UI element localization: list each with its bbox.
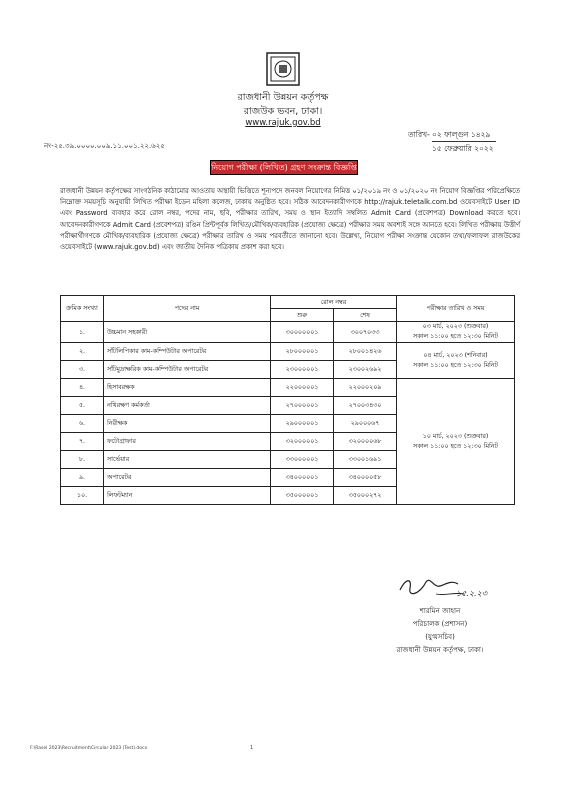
header-roll: রোল নম্বর <box>271 296 397 309</box>
row-post: সাঁটমুদ্রাক্ষরিক কাম-কম্পিউটার অপারেটর <box>104 361 271 379</box>
signatory-office: রাজধানী উন্নয়ন কর্তৃপক্ষ, ঢাকা। <box>396 646 484 654</box>
signature-date: ১৫.২.২৩ <box>456 589 488 598</box>
row-roll-end: ২২০০০২০৯ <box>334 379 397 397</box>
row-post: ফটোগ্রাফার <box>104 433 271 451</box>
row-roll-end: ২৩০০২৬৯২ <box>334 361 397 379</box>
row-roll-end: ২৯০০০৬৭ <box>334 415 397 433</box>
exam-date-2 <box>397 343 515 379</box>
row-roll-start: ৩৩০০০০০১ <box>271 451 334 469</box>
row-roll-start: ৩০০০০০০১ <box>271 322 334 343</box>
row-serial: ৬. <box>61 415 104 433</box>
row-serial: ১০. <box>61 487 104 505</box>
row-post: নিরীক্ষক <box>104 415 271 433</box>
date-gregorian: ১৫ ফেব্রুয়ারি ২০২২ <box>432 144 494 153</box>
row-serial: ২. <box>61 343 104 361</box>
row-serial: ৯. <box>61 469 104 487</box>
row-serial: ৭. <box>61 433 104 451</box>
row-serial: ৮. <box>61 451 104 469</box>
row-roll-end: ৩৫০০০২৭২ <box>334 487 397 505</box>
row-post: অপারেটর <box>104 469 271 487</box>
date-bangla: ০২ ফাল্গুন ১৪২৯ <box>432 128 496 142</box>
table-header-row <box>61 296 515 309</box>
signatory-title: পরিচালক (প্রশাসন) <box>412 620 468 628</box>
row-roll-end: ৩২০০০০৬৮ <box>334 433 397 451</box>
exam-date-1 <box>397 322 515 343</box>
org-address: রাজউক ভবন, ঢাকা। <box>243 106 323 117</box>
row-roll-start: ২৮০০০০০১ <box>271 343 334 361</box>
exam-date-1-time: সকাল ১১:০০ হতে ১২:৩০ মিনিট <box>413 333 498 340</box>
row-serial: ৩. <box>61 361 104 379</box>
exam-schedule-table <box>60 295 515 505</box>
notice-subject: নিয়োগ পরীক্ষা (লিখিত) গ্রহণ সংক্রান্ত বিজ্ঞপ্তি <box>210 160 358 175</box>
row-roll-end: ৩৪০০০০৫৮ <box>334 469 397 487</box>
row-roll-start: ৩৪০০০০০১ <box>271 469 334 487</box>
row-roll-start: ৩২০০০০০১ <box>271 433 334 451</box>
row-roll-end: ৩০০৭০৩৩ <box>334 322 397 343</box>
row-roll-start: ২৩০০০০০১ <box>271 361 334 379</box>
exam-date-3-day: ১০ মার্চ, ২০২৩ (শুক্রবার) <box>422 432 489 440</box>
row-roll-start: ৩৫০০০০০১ <box>271 487 334 505</box>
table-row <box>61 343 515 361</box>
row-serial: ৫. <box>61 397 104 415</box>
header-serial: ক্রমিক সংখ্যা <box>61 296 104 322</box>
header-post: পদের নাম <box>104 296 271 322</box>
row-post: উচ্চমান সহকারী <box>104 322 271 343</box>
org-website[interactable]: www.rajuk.gov.bd <box>245 118 321 128</box>
notice-body: রাজধানী উন্নয়ন কর্তৃপক্ষের সাংগঠনিক কাঠামোর আওতায় অস্থায়ী ভিত্তিতে শূন্যপদে জনবল নিয়োগের নিমিত্ত ০১/২০১৯ নং ও ০১/২০২০ নং নিয়োগ বিজ্ঞপ্তির পরিপ্রেক্ষিতে নিম্নোক্ত সময়সূচি অনুযায়ী লিখিত পরীক্ষা ইডেন মহিলা কলেজ, ঢাকায় অনুষ্ঠিত হবে। সঠিক আবেদনকারীগণকে http://rajuk.teletalk.com.bd ওয়েবসাইটে User ID এবং Password ব্যবহার করে রোল নম্বর, পদের নাম, ছবি, পরীক্ষার তারিখ, সময় ও স্থান ইত্যাদি সম্বলিত Admit Card (প্রবেশপত্র) Download করতে হবে। আবেদনকারীগণকে Admit Card (প্রবেশপত্র) রঙিন প্রিন্টপূর্বক লিখিত/মৌখিক/ব্যবহারিক (প্রযোজ্য ক্ষেত্রে) পরীক্ষার সময় অবশ্যই সঙ্গে আনতে হবে। লিখিত পরীক্ষায় উত্তীর্ণ পরীক্ষার্থীগণকে মৌখিক/ব্যবহারিক (প্রযোজ্য ক্ষেত্রে) পরীক্ষার তারিখ ও সময় পরবর্তীতে জানানো হবে। উল্লেখ্য, নিয়োগ পরীক্ষা সংক্রান্ত যেকোন তথ্য/ফলাফল রাজউকের ওয়েবসাইটে (www.rajuk.gov.bd) এবং জাতীয় দৈনিক পত্রিকায় প্রকাশ করা হবে। <box>60 187 520 252</box>
row-post: হিসাবরক্ষক <box>104 379 271 397</box>
row-roll-start: ২৭০০০০০১ <box>271 397 334 415</box>
row-roll-start: ২৯০০০০০১ <box>271 415 334 433</box>
row-post: নথিরক্ষণ কর্মকর্তা <box>104 397 271 415</box>
header-datetime: পরীক্ষার তারিখ ও সময় <box>397 296 515 322</box>
exam-date-2-day: ০৪ মার্চ, ২০২৩ (শনিবার) <box>423 351 488 359</box>
memo-date <box>408 128 496 155</box>
signatory-name: শারমিন জাহান <box>419 607 461 615</box>
memo-ref-no: নং-২৫.৩৯.০০০০.০০৯.১১.০০১.২২.৬২৫ <box>44 142 165 150</box>
row-post: সার্ভেয়ার <box>104 451 271 469</box>
row-serial: ৪. <box>61 379 104 397</box>
header-roll-start: শুরু <box>271 309 334 322</box>
row-roll-end: ২৭০০৩৪৩০ <box>334 397 397 415</box>
row-roll-end: ৩৩০০১৬৯১ <box>334 451 397 469</box>
date-label: তারিখ- <box>408 130 430 139</box>
row-roll-end: ২৮০০১৪২৬ <box>334 343 397 361</box>
header-roll-end: শেষ <box>334 309 397 322</box>
table-row <box>61 379 515 397</box>
row-serial: ১. <box>61 322 104 343</box>
exam-date-3-time: সকাল ১১:০০ হতে ১২:৩০ মিনিট <box>413 442 498 450</box>
table-row <box>61 322 515 343</box>
org-name: রাজধানী উন্নয়ন কর্তৃপক্ষ <box>237 92 329 103</box>
exam-date-1-day: ০৩ মার্চ, ২০২৩ (শুক্রবার) <box>422 323 489 330</box>
exam-date-2-time: সকাল ১১:০০ হতে ১২:৩০ মিনিট <box>413 361 498 369</box>
rajuk-logo-icon <box>266 52 300 86</box>
signatory-grade: (যুগ্মসচিব) <box>425 633 455 641</box>
row-post: সাঁটলিপিকার কাম-কম্পিউটার অপারেটর <box>104 343 271 361</box>
exam-date-3 <box>397 379 515 505</box>
footer-file-path: F:\Rasel 2023\Recruitment\Circular 2023 (Test).docx <box>30 746 148 751</box>
row-post: লিফটম্যান <box>104 487 271 505</box>
row-roll-start: ২২০০০০০১ <box>271 379 334 397</box>
page-number: 1 <box>250 745 254 751</box>
